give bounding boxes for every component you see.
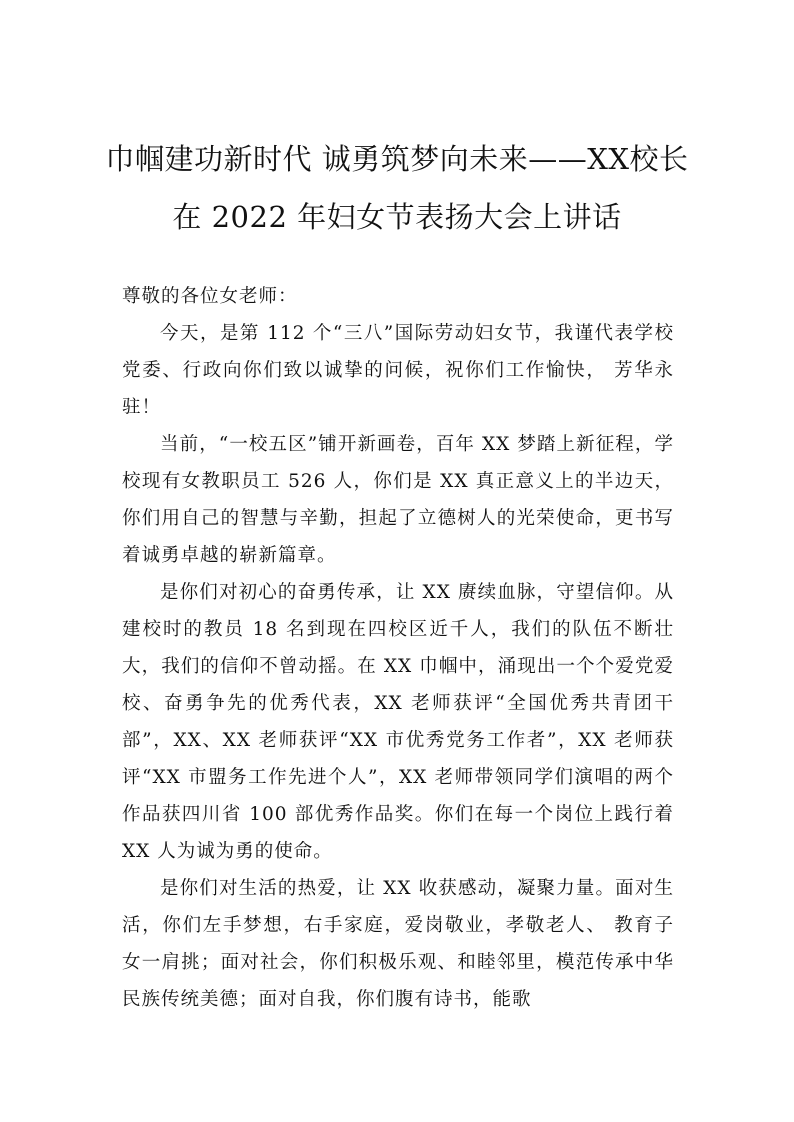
salutation: 尊敬的各位女老师：: [122, 286, 298, 307]
paragraph-2: 当前，“一校五区”铺开新画卷，百年 XX 梦踏上新征程，学校现有女教职员工 526 人，你们是 XX 真正意义上的半边天，你们用自己的智慧与辛勤，担起了立德树人的光荣使命，更书写着诚勇卓越的崭新篇章。: [122, 434, 674, 566]
document-title: 巾帼建功新时代 诚勇筑梦向未来——XX校长在 2022 年妇女节表扬大会上讲话: [105, 142, 689, 234]
paragraph-3: 是你们对初心的奋勇传承，让 XX 赓续血脉，守望信仰。从建校时的教员 18 名到现在四校区近千人，我们的队伍不断壮大，我们的信仰不曾动摇。在 XX 巾帼中，涌现出一个个爱党爱校、奋勇争先的优秀代表，XX 老师获评“全国优秀共青团干部”，XX、XX 老师获评“XX 市优秀党务工作者”，XX 老师获评“XX 市盟务工作先进个人”，XX 老师带领同学们演唱的两个作品获四川省 100 部优秀作品奖。你们在每一个岗位上践行着 XX 人为诚为勇的使命。: [122, 582, 674, 862]
paragraph-1: 今天，是第 112 个“三八”国际劳动妇女节，我谨代表学校党委、行政向你们致以诚挚的问候，祝你们工作愉快， 芳华永驻！: [122, 323, 674, 418]
document-body: [122, 278, 674, 1018]
paragraph-4: 是你们对生活的热爱，让 XX 收获感动，凝聚力量。面对生活，你们左手梦想，右手家庭，爱岗敬业，孝敬老人、 教育子女一肩挑；面对社会，你们积极乐观、和睦邻里，模范传承中华民族传统美德；面对自我，你们腹有诗书，能歌: [122, 878, 674, 1010]
